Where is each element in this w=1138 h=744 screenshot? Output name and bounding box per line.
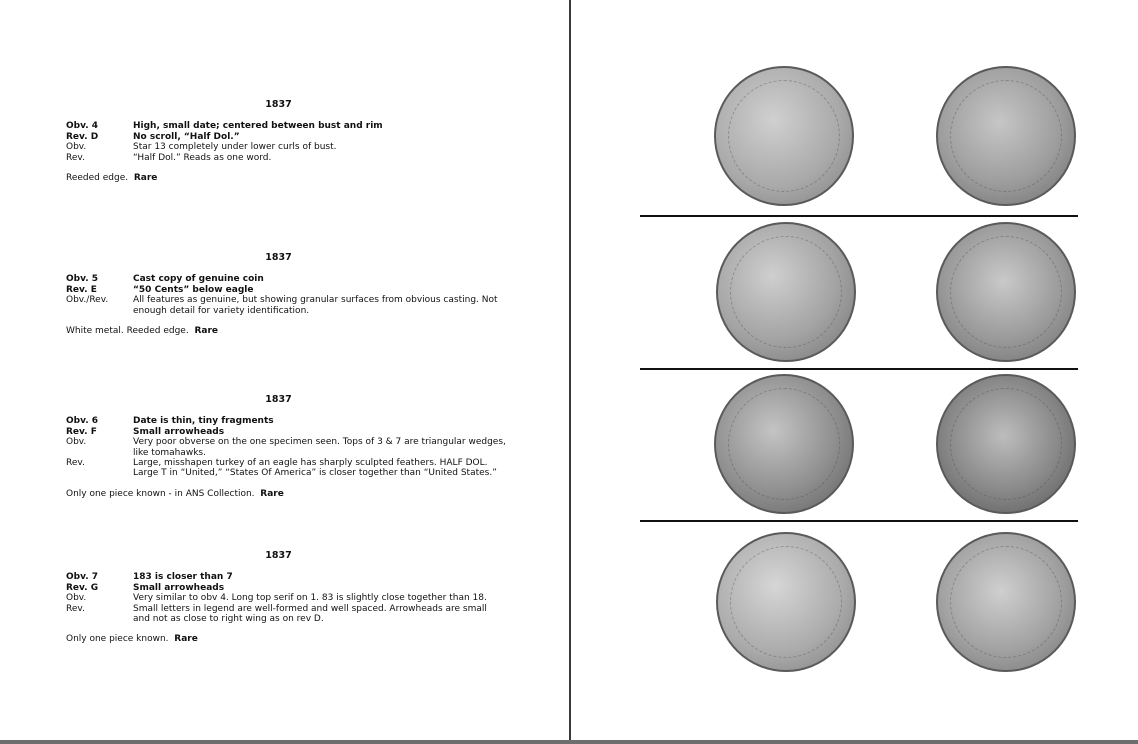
obverse-label: Obv. 6	[66, 416, 99, 427]
reverse-title: No scroll, “Half Dol.”	[133, 131, 240, 142]
detail-text: Star 13 completely under lower curls of bust.	[133, 142, 337, 153]
reverse-label: Rev. F	[66, 426, 97, 437]
detail-label: Obv.	[66, 593, 87, 604]
detail-text: Small letters in legend are well-formed and well spaced. Arrowheads are small and not as close to right wing as on rev D.	[133, 603, 487, 625]
coin-obverse-photo-4	[716, 532, 856, 672]
detail-label: Rev.	[66, 458, 85, 469]
coin-obverse-photo-1	[714, 66, 854, 206]
obverse-title: Cast copy of genuine coin	[133, 274, 264, 285]
detail-label: Obv.	[66, 142, 87, 153]
viewer-bottom-bar	[0, 740, 1138, 744]
coin-obverse-photo-2	[716, 222, 856, 362]
rarity: Rare	[133, 173, 158, 184]
left-page	[0, 0, 569, 740]
detail-label: Obv./Rev.	[66, 295, 109, 306]
obverse-label: Obv. 7	[66, 572, 99, 583]
reverse-label: Rev. G	[66, 582, 99, 593]
coin-reverse-photo-1	[936, 66, 1076, 206]
photo-divider	[640, 520, 1078, 522]
rarity: Rare	[260, 488, 284, 499]
entry-year: 1837	[265, 394, 292, 405]
reverse-label: Rev. D	[66, 131, 99, 142]
obverse-label: Obv. 4	[66, 121, 99, 132]
detail-text: Large, misshapen turkey of an eagle has sharply sculpted feathers. HALF DOL. Large T in “United,” “States Of America” is closer together than “United States.”	[133, 458, 497, 479]
edge-note: Only one piece known.	[66, 634, 169, 645]
obverse-title: High, small date; centered between bust and rim	[133, 121, 383, 132]
detail-text: Very poor obverse on the one specimen seen. Tops of 3 & 7 are triangular wedges, like tomahawks.	[133, 437, 506, 458]
photo-divider	[640, 215, 1078, 217]
rarity: Rare	[174, 634, 198, 645]
variety-entry-3	[66, 395, 506, 499]
detail-text: Very similar to obv 4. Long top serif on 1. 83 is slightly close together than 18.	[133, 593, 487, 604]
variety-entry-2	[66, 253, 506, 336]
entry-year: 1837	[265, 99, 292, 110]
entry-year: 1837	[265, 550, 292, 561]
coin-reverse-photo-2	[936, 222, 1076, 362]
edge-note: Only one piece known - in ANS Collection.	[66, 488, 255, 499]
obverse-title: Date is thin, tiny fragments	[133, 416, 274, 427]
reverse-label: Rev. E	[66, 284, 97, 295]
detail-label: Obv.	[66, 437, 87, 448]
reverse-title: Small arrowheads	[133, 582, 225, 593]
detail-text: All features as genuine, but showing granular surfaces from obvious casting. Not enough detail for variety identification.	[133, 295, 498, 316]
reverse-title: Small arrowheads	[133, 426, 225, 437]
entry-year: 1837	[265, 252, 292, 263]
obverse-title: 183 is closer than 7	[133, 572, 233, 583]
detail-label: Rev.	[66, 603, 85, 614]
photo-divider	[640, 368, 1078, 370]
obverse-label: Obv. 5	[66, 274, 99, 285]
detail-text: “Half Dol.” Reads as one word.	[133, 152, 272, 163]
variety-entry-4	[66, 551, 506, 645]
coin-obverse-photo-3	[714, 374, 854, 514]
coin-reverse-photo-3	[936, 374, 1076, 514]
variety-entry-1	[66, 100, 506, 183]
coin-reverse-photo-4	[936, 532, 1076, 672]
edge-note: White metal. Reeded edge.	[66, 326, 189, 337]
rarity: Rare	[194, 326, 218, 337]
reverse-title: “50 Cents” below eagle	[133, 284, 254, 295]
edge-note: Reeded edge.	[66, 173, 129, 184]
detail-label: Rev.	[66, 152, 85, 163]
